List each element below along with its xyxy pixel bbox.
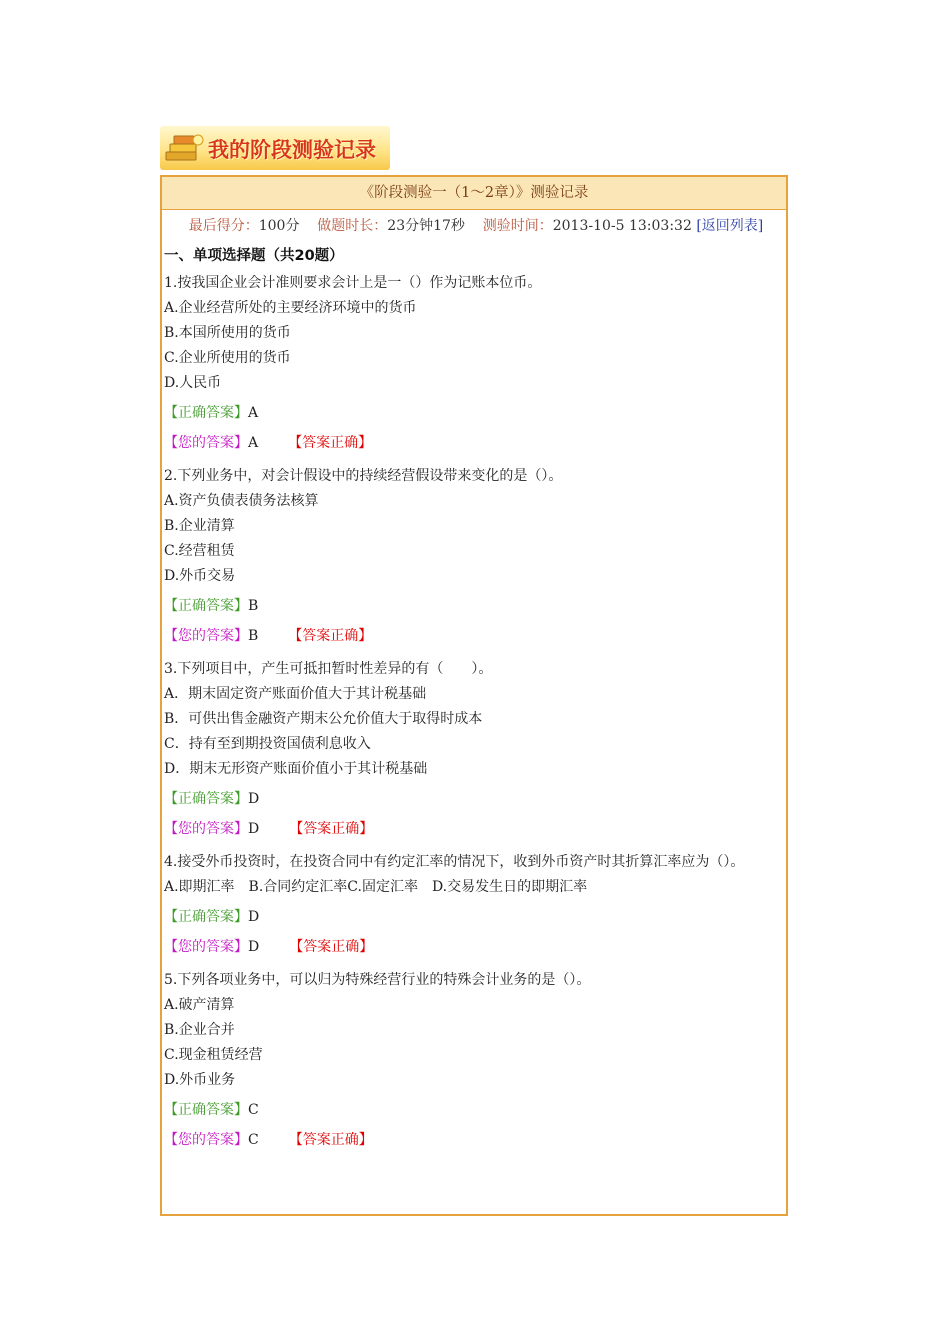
option: D.人民币 bbox=[164, 375, 222, 391]
your-answer-label: 【您的答案】 bbox=[164, 435, 248, 451]
your-answer-row bbox=[164, 1127, 784, 1153]
answer-correct-badge: 【答案正确】 bbox=[288, 1132, 373, 1148]
your-answer-row bbox=[164, 816, 784, 842]
option: A.资产负债表债务法核算 bbox=[164, 493, 319, 509]
question-text: 4.接受外币投资时，在投资合同中有约定汇率的情况下，收到外币资产时其折算汇率应为（）。 bbox=[164, 854, 745, 870]
time-label: 测验时间： bbox=[482, 218, 553, 234]
correct-answer-row bbox=[164, 1097, 784, 1123]
your-answer-value: B bbox=[248, 628, 259, 644]
duration-value: 23分钟17秒 bbox=[387, 218, 465, 234]
question-text: 3.下列项目中，产生可抵扣暂时性差异的有（ ）。 bbox=[164, 661, 493, 677]
correct-answer-label: 【正确答案】 bbox=[164, 598, 248, 614]
correct-answer-row bbox=[164, 593, 784, 619]
correct-answer-value: C bbox=[248, 1102, 259, 1118]
banner-title: 我的阶段测验记录 bbox=[208, 138, 376, 162]
time-value: 2013-10-5 13:03:32 bbox=[552, 218, 692, 234]
your-answer-label: 【您的答案】 bbox=[164, 821, 248, 837]
quiz-content bbox=[162, 244, 786, 1153]
option: B.企业合并 bbox=[164, 1022, 235, 1038]
correct-answer-value: D bbox=[248, 909, 260, 925]
score-value: 100分 bbox=[258, 218, 300, 234]
question-item bbox=[164, 968, 784, 1153]
option: C.经营租赁 bbox=[164, 543, 235, 559]
question-text: 1.按我国企业会计准则要求会计上是一（）作为记账本位币。 bbox=[164, 275, 542, 291]
option: D.外币业务 bbox=[164, 1072, 236, 1088]
books-icon bbox=[164, 130, 204, 166]
section-title: 一、单项选择题（共20题） bbox=[164, 248, 344, 264]
answer-correct-badge: 【答案正确】 bbox=[289, 821, 374, 837]
answer-correct-badge: 【答案正确】 bbox=[288, 628, 373, 644]
option: C.现金租赁经营 bbox=[164, 1047, 263, 1063]
option: B.本国所使用的货币 bbox=[164, 325, 291, 341]
correct-answer-label: 【正确答案】 bbox=[164, 909, 248, 925]
quiz-meta bbox=[162, 214, 786, 238]
option: C．持有至到期投资国债利息收入 bbox=[164, 736, 371, 752]
back-to-list-link[interactable]: [返回列表] bbox=[696, 218, 764, 234]
correct-answer-label: 【正确答案】 bbox=[164, 1102, 248, 1118]
correct-answer-row bbox=[164, 904, 784, 930]
page-banner bbox=[160, 126, 390, 170]
your-answer-value: A bbox=[248, 435, 259, 451]
correct-answer-value: A bbox=[248, 405, 259, 421]
your-answer-value: D bbox=[248, 821, 260, 837]
correct-answer-row bbox=[164, 786, 784, 812]
question-text: 2.下列业务中，对会计假设中的持续经营假设带来变化的是（）。 bbox=[164, 468, 563, 484]
option: A.破产清算 bbox=[164, 997, 235, 1013]
correct-answer-label: 【正确答案】 bbox=[164, 405, 248, 421]
question-item bbox=[164, 850, 784, 960]
your-answer-label: 【您的答案】 bbox=[164, 1132, 248, 1148]
your-answer-row bbox=[164, 430, 784, 456]
score-label: 最后得分： bbox=[188, 218, 259, 234]
panel-title: 《阶段测验一（1～2章）》测验记录 bbox=[162, 177, 786, 210]
option: B.企业清算 bbox=[164, 518, 235, 534]
quiz-record-panel bbox=[160, 175, 788, 1216]
your-answer-value: D bbox=[248, 939, 260, 955]
correct-answer-label: 【正确答案】 bbox=[164, 791, 248, 807]
question-text: 5.下列各项业务中，可以归为特殊经营行业的特殊会计业务的是（）。 bbox=[164, 972, 591, 988]
answer-correct-badge: 【答案正确】 bbox=[288, 435, 373, 451]
question-item bbox=[164, 657, 784, 842]
option: B．可供出售金融资产期末公允价值大于取得时成本 bbox=[164, 711, 483, 727]
option: A.企业经营所处的主要经济环境中的货币 bbox=[164, 300, 417, 316]
your-answer-row bbox=[164, 623, 784, 649]
your-answer-label: 【您的答案】 bbox=[164, 939, 248, 955]
option: D．期末无形资产账面价值小于其计税基础 bbox=[164, 761, 428, 777]
option: D.外币交易 bbox=[164, 568, 236, 584]
duration-label: 做题时长： bbox=[317, 218, 388, 234]
correct-answer-value: B bbox=[248, 598, 259, 614]
option: C.企业所使用的货币 bbox=[164, 350, 291, 366]
option: A．期末固定资产账面价值大于其计税基础 bbox=[164, 686, 427, 702]
correct-answer-value: D bbox=[248, 791, 260, 807]
answer-correct-badge: 【答案正确】 bbox=[289, 939, 374, 955]
your-answer-label: 【您的答案】 bbox=[164, 628, 248, 644]
question-item bbox=[164, 271, 784, 456]
option: A.即期汇率 B.合同约定汇率C.固定汇率 D.交易发生日的即期汇率 bbox=[164, 879, 588, 895]
your-answer-value: C bbox=[248, 1132, 259, 1148]
question-item bbox=[164, 464, 784, 649]
correct-answer-row bbox=[164, 400, 784, 426]
your-answer-row bbox=[164, 934, 784, 960]
